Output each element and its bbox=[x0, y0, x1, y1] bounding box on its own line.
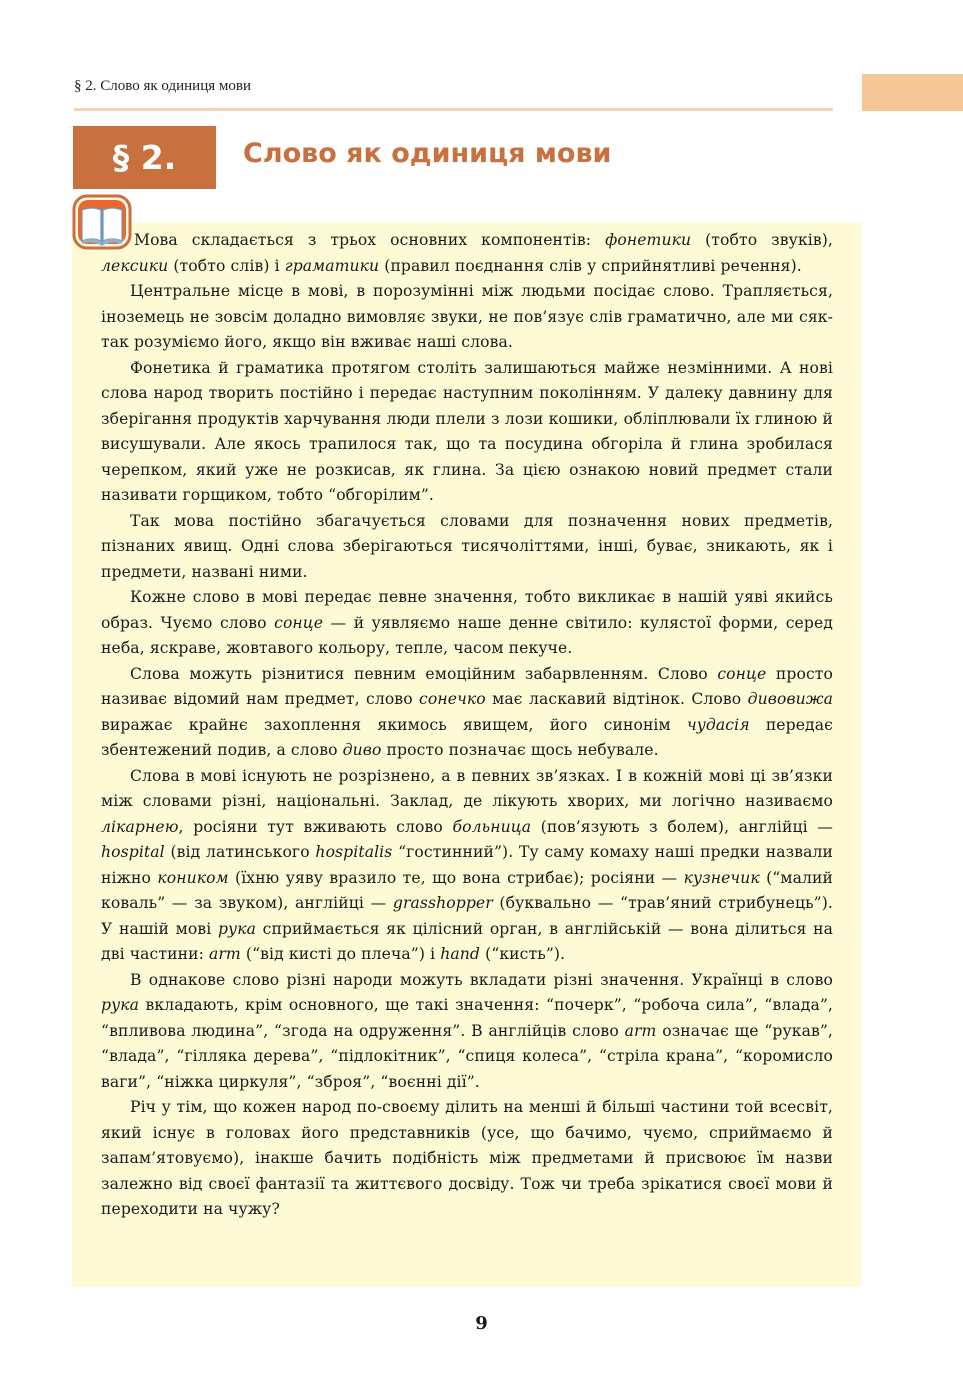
text-run: виражає крайнє захоплення якимось явищем, його синонім bbox=[101, 715, 687, 734]
text-run: передає збентежений подив, а слово bbox=[101, 715, 833, 759]
paragraph bbox=[101, 356, 833, 509]
italic-term: лікарнею bbox=[101, 817, 179, 836]
text-run: Так мова постійно збагачується словами для позначення нових предметів, пізнаних явищ. Одні слова зберігаються тисячоліттями, інші, буває, зникають, як і предмети, названі ними. bbox=[101, 511, 833, 581]
text-run: Кожне слово в мові передає певне значення, тобто викликає в нашій уяві якийсь образ. Чуємо слово bbox=[101, 588, 833, 632]
text-run: (буквально — “трав’яний стрибунець”). У нашій мові bbox=[101, 894, 833, 938]
body-text bbox=[101, 228, 833, 1223]
section-title: Слово як одиниця мови bbox=[243, 138, 612, 169]
italic-term: диво bbox=[342, 741, 382, 759]
text-run: — й уявляємо наше денне світило: кулястої форми, серед неба, яскраве, жовтавого кольору, тепле, часом пекуче. bbox=[101, 613, 833, 657]
italic-term: hand bbox=[440, 945, 481, 963]
paragraph bbox=[101, 764, 833, 968]
paragraph bbox=[101, 1095, 833, 1223]
italic-term: сонечко bbox=[419, 690, 486, 708]
page-edge-tab bbox=[862, 74, 963, 111]
italic-term: лексики bbox=[101, 256, 169, 275]
italic-term: сонце bbox=[717, 664, 767, 683]
paragraph bbox=[101, 968, 833, 1096]
text-run: (від латинського bbox=[164, 843, 316, 861]
text-run: просто позначає щось небувале. bbox=[381, 741, 659, 759]
text-run: Мова складається з трьох основних компонентів: bbox=[134, 231, 606, 249]
text-run: означає ще “рукав”, “влада”, “гілляка дерева”, “підлокітник”, “спиця колеса”, “стріла крана”, “коромисло ваги”, “ніжка циркуля”, “зброя”, “воєнні дії”. bbox=[101, 1021, 833, 1091]
text-run: Слова можуть різнитися певним емоційним забарвленням. Слово bbox=[130, 664, 718, 683]
text-run: “гостинний”). Ту саму комаху наші предки назвали ніжно bbox=[101, 843, 834, 887]
italic-term: сонце bbox=[274, 613, 324, 632]
paragraph bbox=[101, 585, 833, 662]
text-run: Річ у тім, що кожен народ по-своєму ділить на менші й більші частини той всесвіт, який існує в головах його представників (усе, що бачимо, чуємо, сприймаємо й запам’ятовуємо), інакше бачить подібність між предметами й присвоює їм назви залежно від своєї фантазії та життєвого досвіду. Тож чи треба зрікатися своєї мови й переходити на чужу? bbox=[101, 1098, 833, 1218]
text-run: (“малий коваль” — за звуком), англійці — bbox=[101, 868, 833, 912]
italic-term: чудасія bbox=[686, 715, 750, 734]
text-run: Центральне місце в мові, в порозумінні між людьми посідає слово. Трапляється, іноземець не зовсім доладно вимовляє звуки, не пов’язує слів граматично, але ми сяк-так розуміємо його, якщо він вживає наші слова. bbox=[101, 282, 833, 351]
paragraph bbox=[101, 279, 833, 356]
paragraph bbox=[101, 662, 833, 764]
text-run: (правил поєднання слів у сприйнятливі речення). bbox=[379, 256, 802, 275]
paragraph bbox=[101, 509, 833, 586]
italic-term: hospital bbox=[101, 843, 165, 861]
text-run: (“від кисті до плеча”) і bbox=[240, 945, 441, 963]
section-number-box bbox=[73, 126, 216, 189]
text-run: має ласкавий відтінок. Слово bbox=[485, 690, 748, 708]
italic-term: arm bbox=[624, 1021, 657, 1040]
italic-term: рука bbox=[217, 919, 257, 938]
italic-term: hospitalis bbox=[315, 843, 393, 861]
italic-term: фонетики bbox=[605, 231, 692, 249]
text-run: , росіяни тут вживають слово bbox=[178, 817, 453, 836]
running-header: § 2. Слово як одиниця мови bbox=[74, 78, 251, 94]
text-run: В однакове слово різні народи можуть вкладати різні значення. Українці в слово bbox=[130, 970, 833, 989]
text-run: просто називає відомий нам предмет, слово bbox=[101, 664, 833, 708]
italic-term: рука bbox=[101, 996, 140, 1014]
page-number: 9 bbox=[475, 1313, 488, 1334]
italic-term: коником bbox=[157, 868, 229, 887]
text-run: (тобто слів) і bbox=[168, 256, 285, 275]
text-run: сприймається як цілісний орган, в англійській — вона ділиться на дві частини: bbox=[101, 919, 833, 963]
text-run: (їхню уяву вразило те, що вона стрибає); росіяни — bbox=[228, 868, 684, 887]
italic-term: grasshopper bbox=[392, 894, 493, 912]
paragraph bbox=[101, 228, 833, 279]
header-rule bbox=[74, 108, 833, 111]
text-run: вкладають, крім основного, ще такі значення: “почерк”, “робоча сила”, “влада”, “впливова людина”, “згода на одруження”. В англійців слово bbox=[101, 996, 833, 1040]
text-run: (“кисть”). bbox=[480, 945, 566, 963]
italic-term: дивовижа bbox=[747, 690, 833, 708]
italic-term: больница bbox=[452, 817, 532, 836]
text-run: (тобто звуків), bbox=[691, 231, 833, 249]
text-run: Слова в мові існують не розрізнено, а в певних зв’язках. І в кожній мові ці зв’язки між словами різні, національні. Заклад, де лікують хворих, ми логічно називаємо bbox=[101, 766, 833, 810]
italic-term: arm bbox=[208, 945, 241, 963]
section-number: § 2. bbox=[112, 138, 177, 177]
italic-term: граматики bbox=[284, 256, 380, 275]
italic-term: кузнечик bbox=[683, 868, 760, 887]
text-run: (пов’язують з болем), англійці — bbox=[531, 817, 833, 836]
text-run: Фонетика й граматика протягом століть залишаються майже незмінними. А нові слова народ творить постійно і передає наступним поколінням. У далеку давнину для зберігання продуктів харчування люди плели з лози кошики, обліплювали їх глиною й висушували. Але якось трапилося так, що та посудина обгоріла й глина зробилася черепком, який уже не розкисав, як глина. За цією ознакою новий предмет стали називати горщиком, тобто “обгорілим”. bbox=[101, 358, 833, 504]
